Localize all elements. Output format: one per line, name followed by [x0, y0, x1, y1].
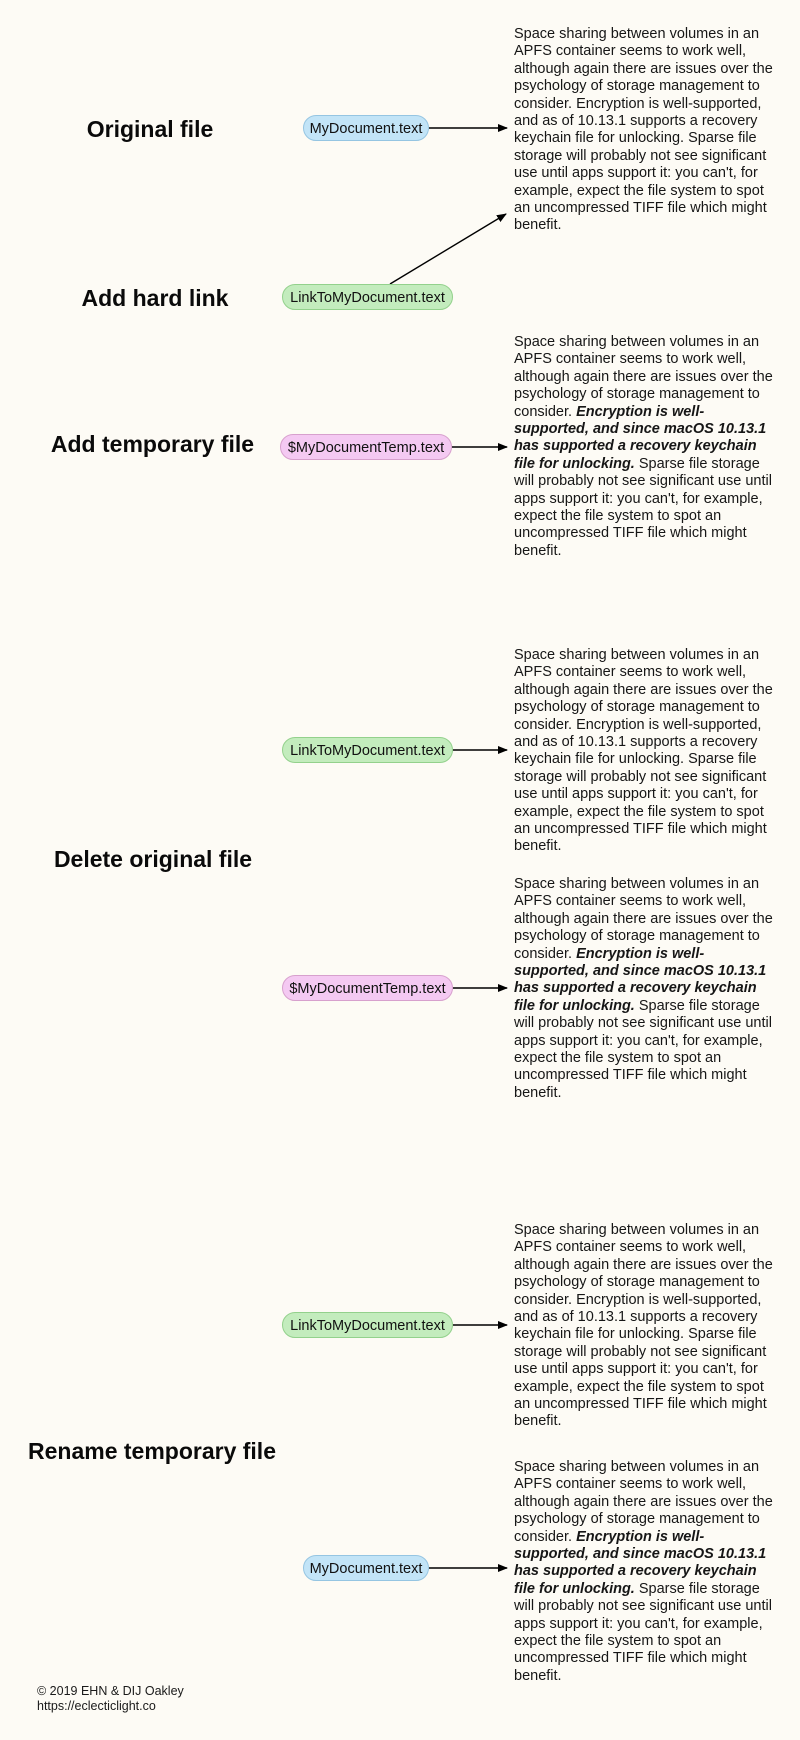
content-line: psychology of storage management to [514, 78, 760, 95]
file-pill-mydocument: MyDocument.text [303, 115, 429, 141]
step-heading-rename-temporary-file: Rename temporary file [28, 1438, 276, 1464]
content-edited-text: supported, and since macOS 10.13.1 [514, 421, 767, 438]
content-line: although again there are issues over the [514, 1256, 773, 1273]
content-line: uncompressed TIFF file which might [514, 525, 747, 542]
content-line: use until apps support it: you can't, for [514, 1361, 758, 1378]
file-content-edited [514, 876, 800, 1102]
content-line: APFS container seems to work well, [514, 893, 747, 910]
file-pill-linktomydocument: LinkToMyDocument.text [282, 284, 453, 310]
content-text: Sparse file storage [634, 1580, 760, 1597]
content-line: example, expect the file system to spot [514, 1378, 764, 1395]
content-line: Space sharing between volumes in an [514, 876, 760, 892]
file-pill-linktomydocument: LinkToMyDocument.text [282, 1312, 453, 1338]
content-line: and as of 10.13.1 supports a recovery [514, 1309, 758, 1326]
file-pill-mydocument: MyDocument.text [303, 1555, 429, 1581]
content-line [514, 998, 800, 1015]
content-line: APFS container seems to work well, [514, 1239, 747, 1256]
content-line: although again there are issues over the [514, 681, 773, 698]
content-edited-text: has supported a recovery keychain [514, 1563, 757, 1580]
content-text: consider. [514, 1528, 577, 1545]
content-line: psychology of storage management to [514, 1274, 760, 1291]
content-text: Sparse file storage [634, 455, 760, 472]
content-text: Sparse file storage [634, 997, 760, 1014]
content-line [514, 1581, 800, 1598]
content-line [514, 456, 800, 473]
content-line: storage will probably not see significant [514, 1343, 767, 1360]
content-line: consider. Encryption is well-supported, [514, 1291, 762, 1308]
content-line: use until apps support it: you can't, for [514, 165, 758, 182]
arrow-hardlink-to-content [390, 214, 506, 284]
content-line: an uncompressed TIFF file which might [514, 1396, 767, 1413]
content-line: benefit. [514, 217, 562, 234]
content-line: Space sharing between volumes in an [514, 647, 760, 663]
content-line: use until apps support it: you can't, for [514, 786, 758, 803]
content-line: and as of 10.13.1 supports a recovery [514, 734, 758, 751]
content-line: will probably not see significant use until [514, 1015, 772, 1032]
content-line: APFS container seems to work well, [514, 1476, 747, 1493]
content-line: Space sharing between volumes in an [514, 1222, 760, 1238]
site-url-text: https://eclecticlight.co [37, 1699, 156, 1713]
content-line: benefit. [514, 542, 562, 559]
content-line: Space sharing between volumes in an [514, 334, 760, 350]
content-line: keychain file for unlocking. Sparse file [514, 130, 757, 147]
file-pill-linktomydocument: LinkToMyDocument.text [282, 737, 453, 763]
content-line: keychain file for unlocking. Sparse file [514, 751, 757, 768]
content-line: storage will probably not see significant [514, 147, 767, 164]
content-edited-text: Encryption is well- [576, 1528, 705, 1545]
file-pill-mydocumenttemp: $MyDocumentTemp.text [280, 434, 452, 460]
content-line: consider. Encryption is well-supported, [514, 716, 762, 733]
content-edited-text: file for unlocking. [514, 455, 635, 472]
content-line: APFS container seems to work well, [514, 351, 747, 368]
content-line: expect the file system to spot an [514, 508, 722, 525]
content-line: apps support it: you can't, for example, [514, 1615, 763, 1632]
content-edited-text: Encryption is well- [576, 945, 705, 962]
file-content-original [514, 647, 800, 856]
content-line [514, 404, 800, 421]
content-line: an uncompressed TIFF file which might [514, 821, 767, 838]
content-line: expect the file system to spot an [514, 1050, 722, 1067]
content-line: APFS container seems to work well, [514, 664, 747, 681]
content-line: although again there are issues over the [514, 368, 773, 385]
content-line: benefit. [514, 838, 562, 855]
content-line: an uncompressed TIFF file which might [514, 200, 767, 217]
file-content-original [514, 1222, 800, 1431]
content-line: benefit. [514, 1413, 562, 1430]
content-line: expect the file system to spot an [514, 1633, 722, 1650]
content-line: uncompressed TIFF file which might [514, 1067, 747, 1084]
content-line: Space sharing between volumes in an [514, 1459, 760, 1475]
step-heading-add-hard-link: Add hard link [81, 285, 229, 311]
content-edited-text: has supported a recovery keychain [514, 438, 757, 455]
content-edited-text: supported, and since macOS 10.13.1 [514, 1546, 767, 1563]
content-text: consider. [514, 403, 577, 420]
content-line: psychology of storage management to [514, 1511, 760, 1528]
file-content-original [514, 26, 800, 235]
content-line: psychology of storage management to [514, 699, 760, 716]
content-line: uncompressed TIFF file which might [514, 1650, 747, 1667]
content-edited-text: file for unlocking. [514, 997, 635, 1014]
content-line: will probably not see significant use until [514, 1598, 772, 1615]
content-line: although again there are issues over the [514, 1493, 773, 1510]
footer-credits [37, 1684, 184, 1714]
content-line: and as of 10.13.1 supports a recovery [514, 113, 758, 130]
content-line: psychology of storage management to [514, 386, 760, 403]
copyright-text: © 2019 EHN & DIJ Oakley [37, 1684, 184, 1698]
content-line: keychain file for unlocking. Sparse file [514, 1326, 757, 1343]
content-line: although again there are issues over the [514, 910, 773, 927]
step-heading-original-file: Original file [86, 116, 214, 142]
content-edited-text: Encryption is well- [576, 403, 705, 420]
content-line: storage will probably not see significant [514, 768, 767, 785]
content-line: example, expect the file system to spot [514, 803, 764, 820]
content-line: apps support it: you can't, for example, [514, 490, 763, 507]
content-line: Space sharing between volumes in an [514, 26, 760, 42]
file-pill-mydocumenttemp: $MyDocumentTemp.text [282, 975, 453, 1001]
content-line: although again there are issues over the [514, 60, 773, 77]
content-edited-text: has supported a recovery keychain [514, 980, 757, 997]
content-line: example, expect the file system to spot [514, 182, 764, 199]
content-line: benefit. [514, 1667, 562, 1684]
content-line [514, 946, 800, 963]
file-content-edited [514, 334, 800, 560]
content-line [514, 1529, 800, 1546]
content-line: consider. Encryption is well-supported, [514, 95, 762, 112]
step-heading-delete-original-file: Delete original file [53, 846, 253, 872]
content-line: APFS container seems to work well, [514, 43, 747, 60]
content-line: benefit. [514, 1084, 562, 1101]
content-edited-text: supported, and since macOS 10.13.1 [514, 963, 767, 980]
content-text: consider. [514, 945, 577, 962]
file-content-edited [514, 1459, 800, 1685]
content-line: psychology of storage management to [514, 928, 760, 945]
content-line: apps support it: you can't, for example, [514, 1032, 763, 1049]
step-heading-add-temporary-file: Add temporary file [50, 431, 255, 457]
content-line: will probably not see significant use until [514, 473, 772, 490]
content-edited-text: file for unlocking. [514, 1580, 635, 1597]
